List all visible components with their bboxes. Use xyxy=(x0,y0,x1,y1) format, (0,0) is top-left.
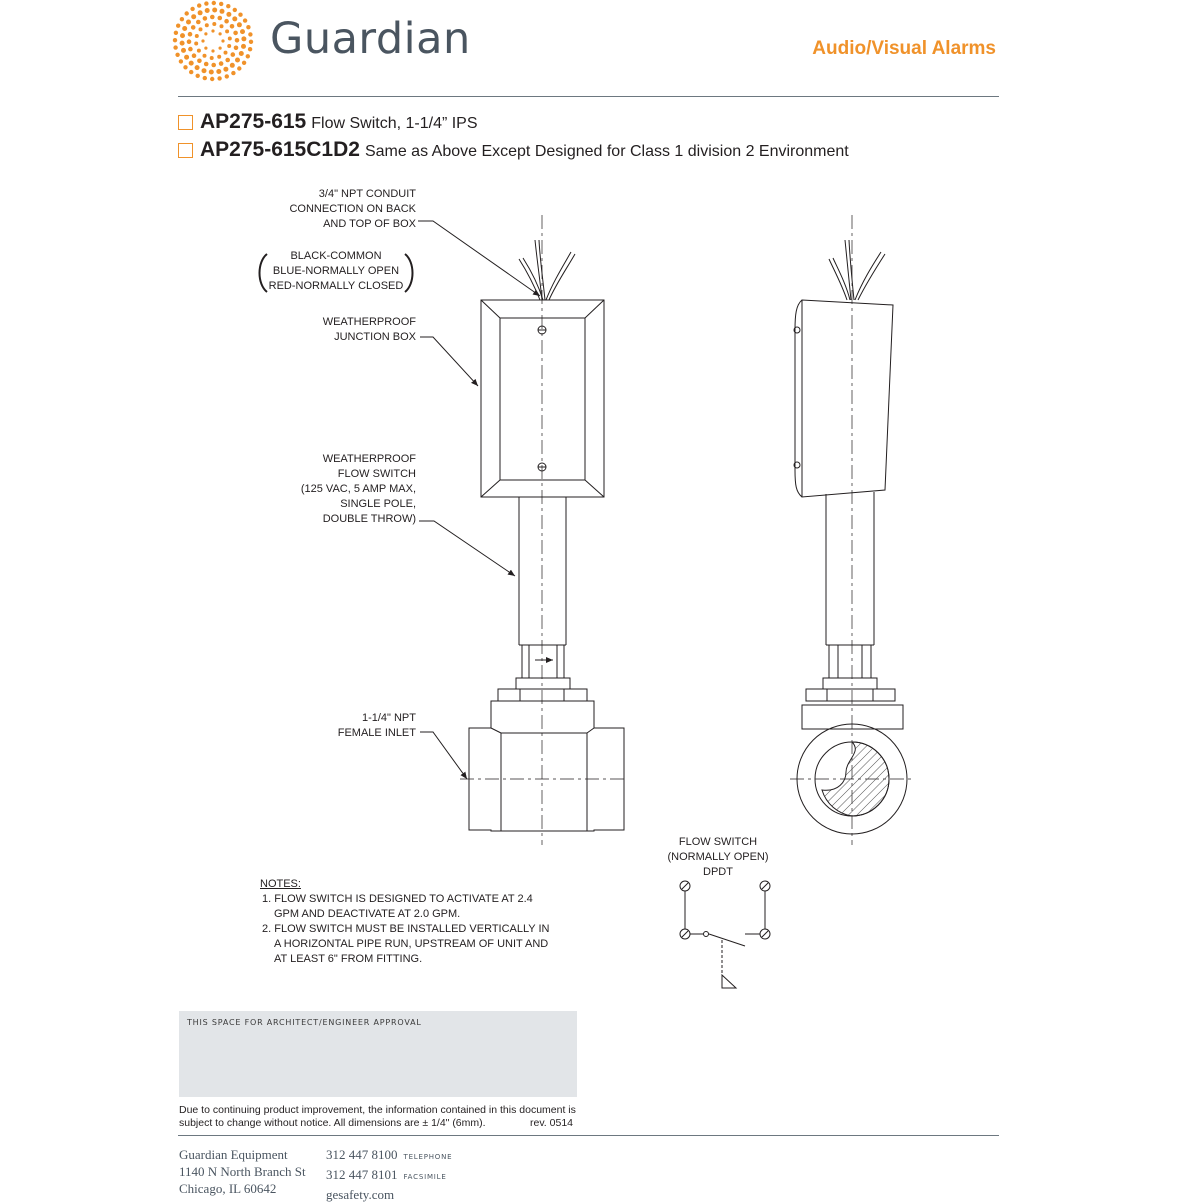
wire-red xyxy=(546,252,571,300)
revision-number: rev. 0514 xyxy=(530,1117,573,1129)
brand-name: Guardian xyxy=(270,14,471,64)
flow-switch-label: WEATHERPROOF FLOW SWITCH (125 VAC, 5 AMP MAX, SINGLE POLE, DOUBLE THROW) xyxy=(300,453,416,525)
leader-line xyxy=(418,221,540,296)
wire-red xyxy=(855,252,881,300)
wire-blue xyxy=(845,240,851,300)
wire-black xyxy=(829,259,847,300)
note-item-2: 2. FLOW SWITCH MUST BE INSTALLED VERTICALLY IN A HORIZONTAL PIPE RUN, UPSTREAM OF UNIT AND AT LEAST 6" FROM FITTING. xyxy=(262,923,550,965)
product-code: AP275-615C1D2 xyxy=(200,138,360,161)
approval-box xyxy=(179,1011,577,1097)
inlet-label: 1-1/4" NPT FEMALE INLET xyxy=(337,712,416,739)
schematic-label: FLOW SWITCH (NORMALLY OPEN) DPDT xyxy=(667,836,769,878)
facsimile-number: 312 447 8101 xyxy=(326,1167,398,1182)
wire-color-label: BLACK-COMMON BLUE-NORMALLY OPEN RED-NORMALLY CLOSED xyxy=(268,250,404,292)
notes-block xyxy=(260,877,554,967)
hatched-paddle xyxy=(822,742,889,816)
product-description: Flow Switch, 1-1/4” IPS xyxy=(311,115,478,132)
product-description: Same as Above Except Designed for Class 1 division 2 Environment xyxy=(364,143,849,160)
category-title: Audio/Visual Alarms xyxy=(812,38,996,59)
disclaimer xyxy=(179,1104,579,1130)
pipe-collar xyxy=(802,705,903,729)
telephone-label: TELEPHONE xyxy=(403,1153,453,1161)
company-name: Guardian Equipment xyxy=(179,1147,288,1162)
junction-box-side xyxy=(802,300,893,497)
footer-address xyxy=(179,1146,306,1197)
approval-label: THIS SPACE FOR ARCHITECT/ENGINEER APPROVAL xyxy=(187,1018,422,1027)
bracket-left xyxy=(260,254,268,292)
note-item-1: 1. FLOW SWITCH IS DESIGNED TO ACTIVATE AT 2.4 GPM AND DEACTIVATE AT 2.0 GPM. xyxy=(262,893,533,920)
pipe-tee-body xyxy=(469,701,624,831)
leader-line xyxy=(420,337,478,386)
junction-box-label: WEATHERPROOF JUNCTION BOX xyxy=(322,316,416,343)
footer-divider xyxy=(178,1135,999,1136)
conduit-label: 3/4" NPT CONDUIT CONNECTION ON BACK AND TOP OF BOX xyxy=(289,188,416,230)
dpdt-schematic-symbol xyxy=(680,881,770,988)
telephone-number[interactable]: 312 447 8100 xyxy=(326,1147,398,1162)
disclaimer-text: Due to continuing product improvement, the information contained in this document is subject to change without notice. All dimensions are ± 1/4" (6mm). xyxy=(179,1104,576,1129)
leader-line xyxy=(420,732,467,779)
street-address: 1140 N North Branch St xyxy=(179,1164,306,1179)
leader-line xyxy=(419,521,515,576)
product-code: AP275-615 xyxy=(200,110,307,133)
footer-contact xyxy=(326,1146,452,1203)
notes-title: NOTES: xyxy=(260,878,301,890)
bracket-right xyxy=(405,254,413,292)
city-address: Chicago, IL 60642 xyxy=(179,1181,277,1196)
website-link[interactable]: gesafety.com xyxy=(326,1187,395,1202)
facsimile-label: FACSIMILE xyxy=(403,1173,447,1181)
